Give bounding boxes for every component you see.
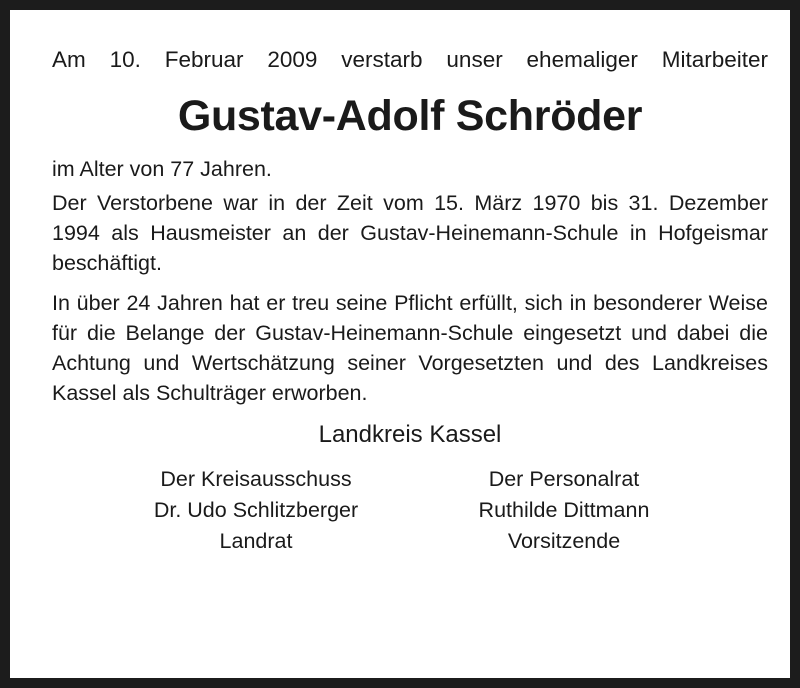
signatory-person: Dr. Udo Schlitzberger (153, 498, 359, 522)
signatories (52, 464, 768, 557)
signatory-body: Der Kreisausschuss (160, 467, 352, 491)
signatory-person: Ruthilde Dittmann (478, 498, 650, 522)
intro-line: Am 10. Februar 2009 verstarb unser ehemaliger Mitarbeiter (52, 47, 768, 72)
signatory-right (414, 464, 714, 557)
organization-name: Landkreis Kassel (318, 421, 502, 448)
employment-paragraph: Der Verstorbene war in der Zeit vom 15. März 1970 bis 31. Dezember 1994 als Hausmeister an der Gustav-Heinemann-Schule in Hofgeismar beschäftigt. (52, 191, 768, 275)
tribute-paragraph: In über 24 Jahren hat er treu seine Pflicht erfüllt, sich in besonderer Weise für die Belange der Gustav-Heinemann-Schule eingesetzt und dabei die Achtung und Wertschätzung seiner Vorgesetzten und des Landkreises Kassel als Schulträger erworben. (52, 291, 768, 405)
signatory-role: Landrat (219, 529, 293, 553)
age-line: im Alter von 77 Jahren. (52, 157, 272, 181)
notice-content (52, 44, 768, 557)
signatory-left (106, 464, 406, 557)
signatory-body: Der Personalrat (488, 467, 640, 491)
signatory-role: Vorsitzende (507, 529, 621, 553)
deceased-name: Gustav-Adolf Schröder (177, 92, 643, 140)
